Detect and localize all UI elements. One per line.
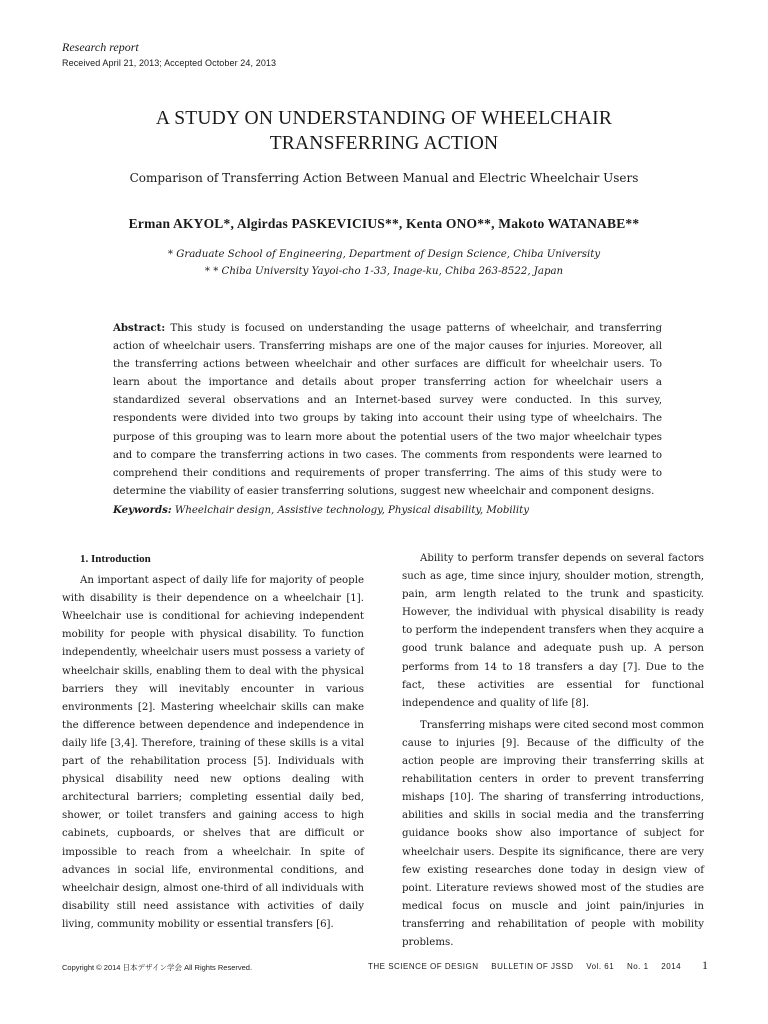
abstract-paragraph xyxy=(113,319,662,501)
right-column xyxy=(402,550,704,952)
bulletin-name: BULLETIN OF JSSD xyxy=(491,962,574,971)
affiliations xyxy=(60,246,708,280)
affiliation-1: * Graduate School of Engineering, Department of Design Science, Chiba University xyxy=(167,249,601,260)
journal-info xyxy=(368,962,691,971)
keywords xyxy=(113,501,662,520)
issue: No. 1 xyxy=(626,962,649,971)
abstract-label: Abstract: xyxy=(113,322,166,334)
received-dates: Received April 21, 2013; Accepted October 24, 2013 xyxy=(62,58,277,68)
section-heading: 1. Introduction xyxy=(80,553,151,565)
affiliation-2: * * Chiba University Yayoi-cho 1-33, Inage-ku, Chiba 263-8522, Japan xyxy=(204,266,564,277)
body-paragraph: Ability to perform transfer depends on several factors such as age, time since injury, shoulder motion, strength, pain, arm length related to the trunk and spasticity. However, the individual with physical disability is ready to perform the independent transfers when they acquire a good trunk balance and adequate push up. A person performs from 14 to 18 transfers a day [7]. Due to the fact, these activities are essential for functional independence and quality of life [8]. xyxy=(402,553,704,709)
volume: Vol. 61 xyxy=(586,962,615,971)
page-number: 1 xyxy=(702,958,708,972)
title-line-1: A STUDY ON UNDERSTANDING OF WHEELCHAIR xyxy=(155,108,613,129)
paper-subtitle: Comparison of Transferring Action Between Manual and Electric Wheelchair Users xyxy=(129,171,639,185)
body-paragraph: Transferring mishaps were cited second most common cause to injuries [9]. Because of the difficulty of the action people are improving their transferring skills at rehabilitation centers in order to prevent transferring mishaps [10]. The sharing of transferring introductions, abilities and skills in social media and the transferring guidance books show also importance of subject for wheelchair users. Despite its significance, there are very few existing researches done today in design view of point. Literature reviews showed most of the studies are medical focus on muscle and joint pain/injuries in transferring and rehabilitation of people with mobility problems. xyxy=(402,719,704,948)
abstract xyxy=(113,319,662,520)
journal-name: THE SCIENCE OF DESIGN xyxy=(368,962,479,971)
title-line-2: TRANSFERRING ACTION xyxy=(269,133,499,154)
author-list: Erman AKYOL*, Algirdas PASKEVICIUS**, Kenta ONO**, Makoto WATANABE** xyxy=(128,216,640,231)
year: 2014 xyxy=(661,962,682,971)
copyright: Copyright © 2014 日本デザイン学会 All Rights Reserved. xyxy=(62,963,253,972)
report-header xyxy=(62,40,276,69)
title-block xyxy=(60,106,708,280)
report-type: Research report xyxy=(62,40,139,54)
paper-title xyxy=(60,106,708,156)
keywords-text: Wheelchair design, Assistive technology, Physical disability, Mobility xyxy=(174,504,530,516)
body-paragraph: An important aspect of daily life for majority of people with disability is their dependence on a wheelchair [1]. Wheelchair use is conditional for achieving independent mobility for people with physical disability. To function independently, wheelchair users must possess a variety of wheelchair skills, enabling them to deal with the physical barriers they will inevitably encounter in various environments [2]. Mastering wheelchair skills can make the difference between dependence and independence in daily life [3,4]. Therefore, training of these skills is a vital part of the rehabilitation process [5]. Individuals with physical disability need new options dealing with architectural barriers; completing essential daily bed, shower, or toilet transfers and gaining access to high cabinets, cupboards, or shelves that are difficult or impossible to reach from a wheelchair. In spite of advances in social life, environmental conditions, and wheelchair design, almost one-third of all individuals with disability still need assistance with activities of daily living, community mobility or essential transfers [6]. xyxy=(62,575,364,930)
abstract-text: This study is focused on understanding the usage patterns of wheelchair, and transferring action of wheelchair users. Transferring mishaps are one of the major causes for injuries. Moreover, all the transferring actions between wheelchair and other surfaces are difficult for wheelchair users. To learn about the importance and details about proper transferring action for wheelchair users a standardized several observations and an Internet-based survey were conducted. In this survey, respondents were divided into two groups by taking into account their using type of wheelchairs. The purpose of this grouping was to learn more about the potential users of the two major wheelchair types and to compare the transferring actions in two cases. The comments from respondents were learned to comprehend their conditions and requirements of proper transferring. The aims of this study were to determine the viability of easier transferring solutions, suggest new wheelchair and component designs. xyxy=(113,323,663,497)
keywords-label: Keywords: xyxy=(113,503,172,516)
left-column xyxy=(62,550,364,934)
page-footer xyxy=(62,958,708,978)
